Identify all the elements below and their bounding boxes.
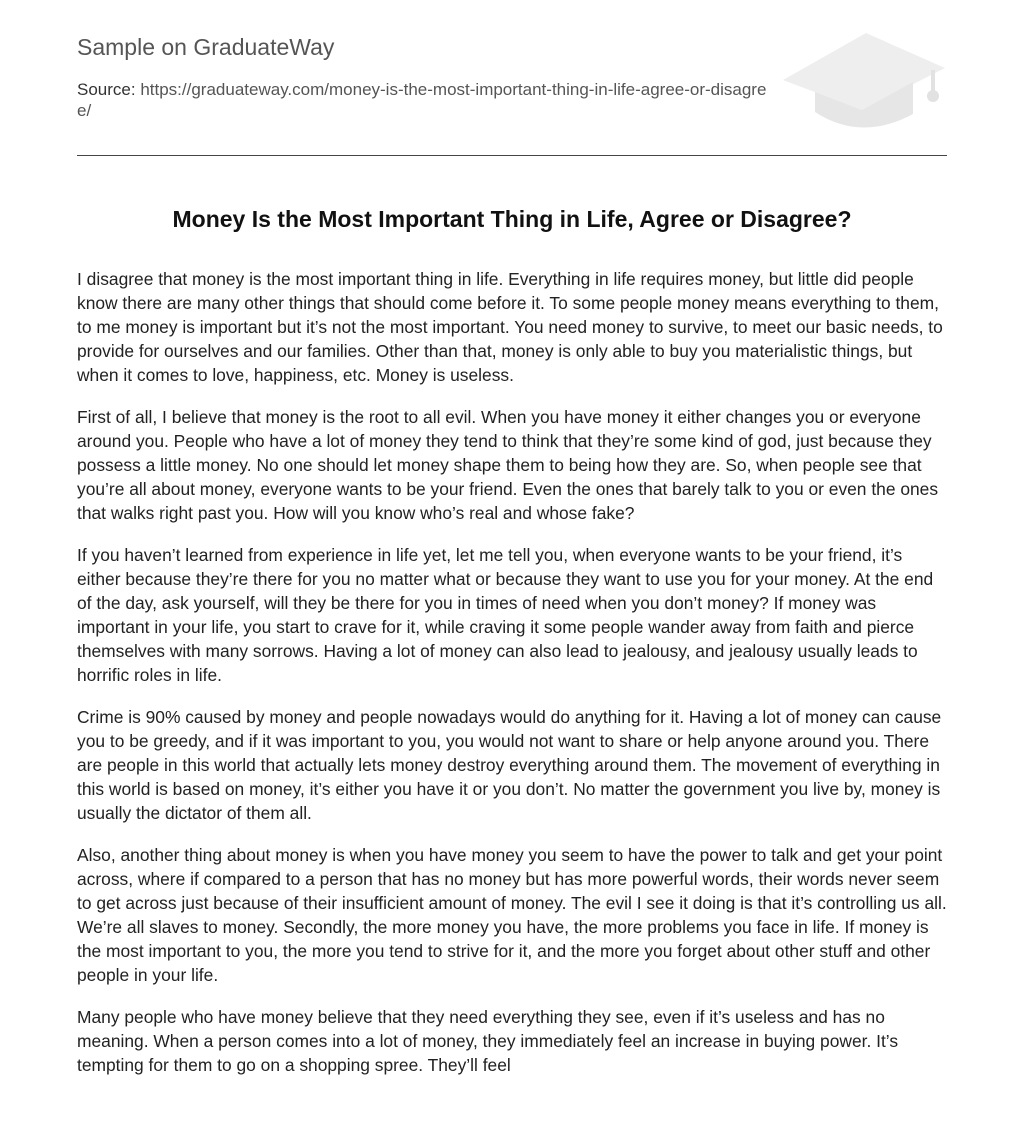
- document-body: [77, 267, 950, 1095]
- site-title: Sample on GraduateWay: [77, 34, 335, 60]
- paragraph-4: Crime is 90% caused by money and people nowadays would do anything for it. Having a lot of money can cause you to be greedy, and if it was important to you, you would not want to share or help anyone around you. There are people in this world that actually lets money destroy everything around them. The movement of everything in this world is based on money, it’s either you have it or you don’t. No matter the government you live by, money is usually the dictator of them all.: [77, 707, 942, 823]
- graduation-cap-icon: [781, 30, 947, 132]
- source-line: [77, 79, 777, 121]
- document-title: Money Is the Most Important Thing in Life, Agree or Disagree?: [172, 206, 852, 232]
- paragraph-3: If you haven’t learned from experience in life yet, let me tell you, when everyone wants to be your friend, it’s either because they’re there for you no matter what or because they want to use you for your money. At the end of the day, ask yourself, will they be there for you in times of need when you don’t money? If money was important in your life, you start to crave for it, while craving it some people wander away from faith and pierce themselves with many sorrows. Having a lot of money can also lead to jealousy, and jealousy usually leads to horrific roles in life.: [77, 545, 934, 685]
- paragraph-2: First of all, I believe that money is the root to all evil. When you have money it either changes you or everyone around you. People who have a lot of money they tend to think that they’re some kind of god, just because they possess a little money. No one should let money shape them to being how they are. So, when people see that you’re all about money, everyone wants to be your friend. Even the ones that barely talk to you or even the ones that walks right past you. How will you know who’s real and whose fake?: [77, 407, 939, 523]
- paragraph-5: Also, another thing about money is when you have money you seem to have the power to talk and get your point across, where if compared to a person that has no money but has more powerful words, their words never seem to get across just because of their insufficient amount of money. The evil I see it doing is that it’s controlling us all. We’re all slaves to money. Secondly, the more money you have, the more problems you face in life. If money is the most important to you, the more you tend to strive for it, and the more you forget about other stuff and other people in your life.: [77, 845, 947, 985]
- header-divider: [77, 155, 947, 156]
- source-label: Source:: [77, 80, 136, 99]
- source-link[interactable]: https://graduateway.com/money-is-the-most-important-thing-in-life-agree-or-disagree/: [77, 80, 767, 120]
- page-header: [77, 0, 947, 156]
- paragraph-6: Many people who have money believe that they need everything they see, even if it’s useless and has no meaning. When a person comes into a lot of money, they immediately feel an increase in buying power. It’s tempting for them to go on a shopping spree. They’ll feel: [77, 1007, 899, 1075]
- paragraph-1: I disagree that money is the most important thing in life. Everything in life requires money, but little did people know there are many other things that should come before it. To some people money means everything to them, to me money is important but it’s not the most important. You need money to survive, to meet our basic needs, to provide for ourselves and our families. Other than that, money is only able to buy you materialistic things, but when it comes to love, happiness, etc. Money is useless.: [77, 269, 943, 385]
